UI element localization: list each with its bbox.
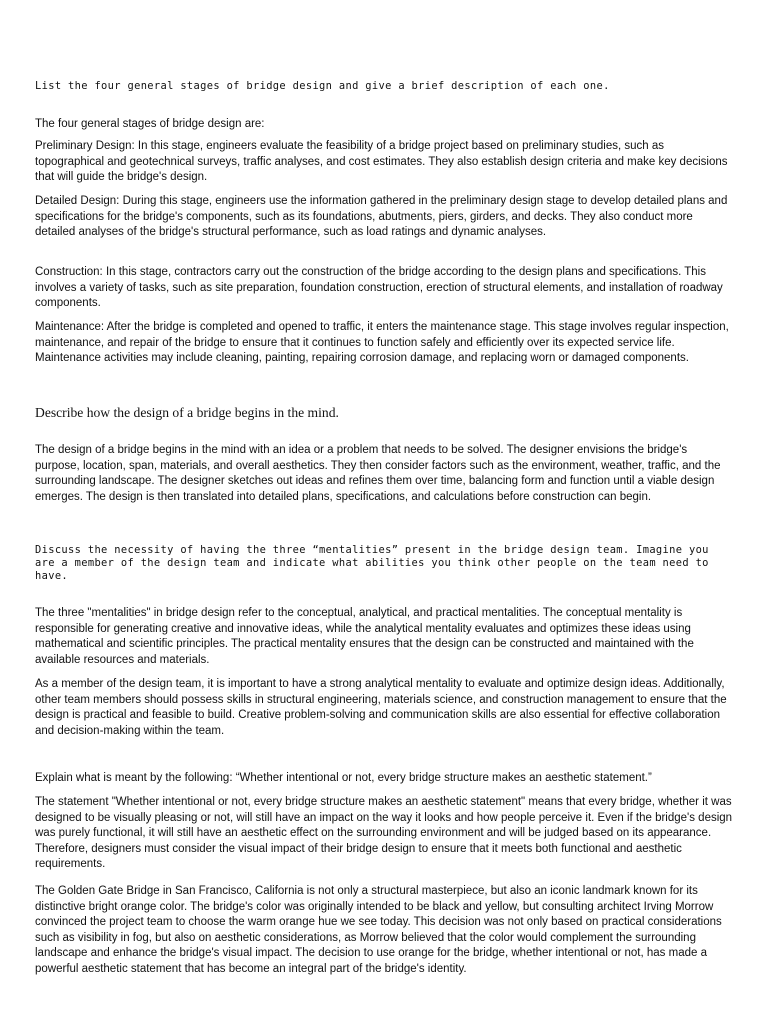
question-4: Explain what is meant by the following: “Whether intentional or not, every bridge structure makes an aesthetic statement.” <box>35 772 652 784</box>
answer-1-intro: The four general stages of bridge design are: <box>35 118 265 130</box>
answer-1-construction: Construction: In this stage, contractors carry out the construction of the bridge according to the design plans and specifications. This involves a variety of tasks, such as site preparation, foundation construction, erection of structural elements, and installation of roadway components. <box>35 266 723 310</box>
answer-2: The design of a bridge begins in the mind with an idea or a problem that needs to be solved. The designer envisions the bridge's purpose, location, span, materials, and overall aesthetics. They then consider factors such as the environment, weather, traffic, and the surrounding landscape. The designer sketches out ideas and refines them over time, balancing form and function until a viable design emerges. The design is then translated into detailed plans, specifications, and calculations before construction can begin. <box>35 444 721 503</box>
answer-1-detailed-design: Detailed Design: During this stage, engineers use the information gathered in the preliminary design stage to develop detailed plans and specifications for the bridge's components, such as its foundations, abutments, piers, girders, and decks. They also conduct more detailed analyses of the bridge's structural performance, such as load ratings and dynamic analyses. <box>35 195 728 239</box>
answer-1-maintenance: Maintenance: After the bridge is completed and opened to traffic, it enters the maintenance stage. This stage involves regular inspection, maintenance, and repair of the bridge to ensure that it continues to function safely and efficiently over its expected service life. Maintenance activities may include cleaning, painting, repairing corrosion damage, and replacing worn or damaged components. <box>35 321 729 365</box>
answer-3-team-member: As a member of the design team, it is important to have a strong analytical mentality to evaluate and optimize design ideas. Additionally, other team members should possess skills in structural engineering, materials science, and construction management to ensure that the design is practical and feasible to build. Creative problem-solving and communication skills are also essential for effective collaboration and decision-making within the team. <box>35 678 727 737</box>
answer-4-golden-gate: The Golden Gate Bridge in San Francisco, California is not only a structural masterpiece, but also an iconic landmark known for its distinctive bright orange color. The bridge's color was originally intended to be black and yellow, but consulting architect Irving Morrow convinced the project team to choose the warm orange hue we see today. This decision was not only based on practical considerations such as visibility in fog, but also on aesthetic considerations, as Morrow believed that the color would complement the surrounding landscape and enhance the bridge's visual impact. The decision to use orange for the bridge, whether intentional or not, has made a powerful aesthetic statement that has become an integral part of the bridge's identity. <box>35 885 722 975</box>
question-3: Discuss the necessity of having the three “mentalities” present in the bridge design team. Imagine you are a member of the design team and indicate what abilities you think other people on the team need to have. <box>35 544 709 582</box>
question-1: List the four general stages of bridge design and give a brief description of each one. <box>35 80 610 92</box>
question-2: Describe how the design of a bridge begins in the mind. <box>35 405 339 420</box>
answer-3-mentalities: The three "mentalities" in bridge design refer to the conceptual, analytical, and practical mentalities. The conceptual mentality is responsible for generating creative and innovative ideas, while the analytical mentality evaluates and optimizes these ideas using mathematical and scientific principles. The practical mentality ensures that the design can be constructed and maintained with the available resources and materials. <box>35 607 694 666</box>
answer-4-statement: The statement "Whether intentional or not, every bridge structure makes an aesthetic statement" means that every bridge, whether it was designed to be visually pleasing or not, will still have an impact on the way it looks and how people perceive it. Even if the bridge's design was purely functional, it will still have an aesthetic effect on the surrounding environment and will be judged based on its appearance. Therefore, designers must consider the visual impact of their bridge design to ensure that it meets both functional and aesthetic requirements. <box>35 796 733 871</box>
answer-1-preliminary-design: Preliminary Design: In this stage, engineers evaluate the feasibility of a bridge project based on preliminary studies, such as topographical and geotechnical surveys, traffic analyses, and cost estimates. They also establish design criteria and make key decisions that will guide the bridge's design. <box>35 140 728 184</box>
